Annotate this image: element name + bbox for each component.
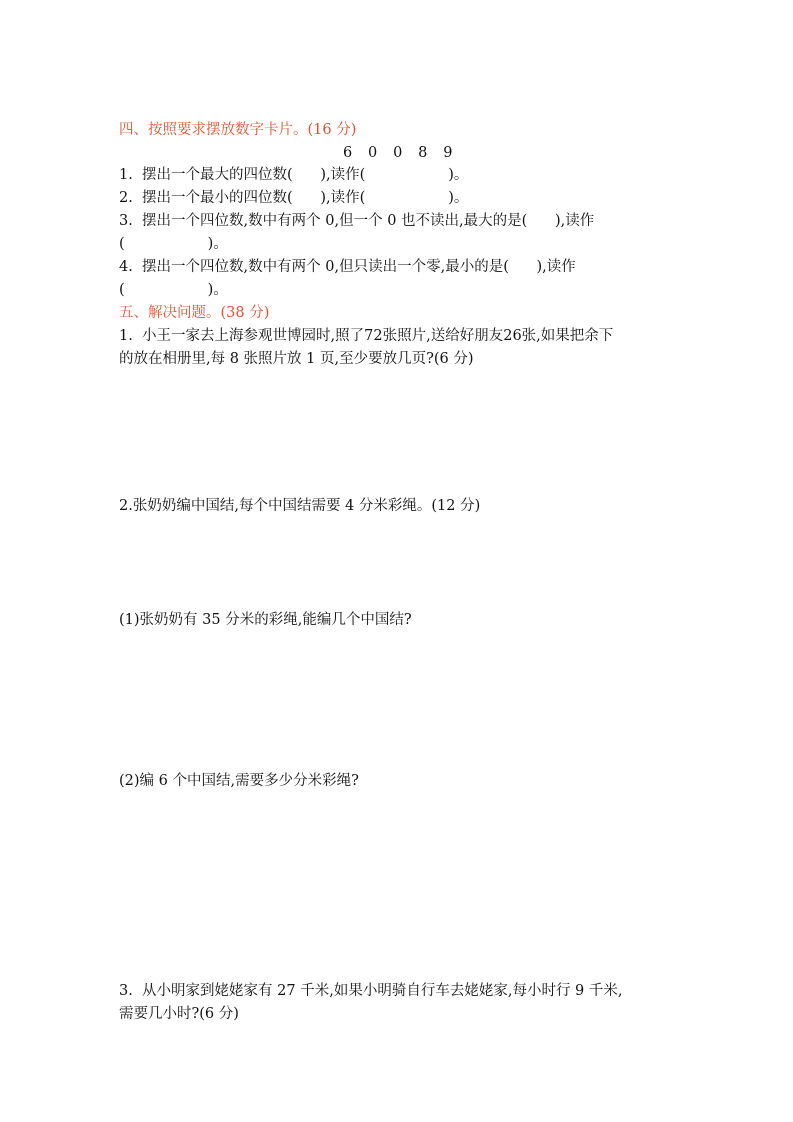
- problem-3-line2: 需要几小时?(6 分): [119, 1006, 239, 1022]
- problem-2-part-1: (1)张奶奶有 35 分米的彩绳,能编几个中国结?: [119, 612, 412, 628]
- question-4-4-line2: ( )。: [119, 282, 228, 298]
- question-4-4-line1: 4. 摆出一个四位数,数中有两个 0,但只读出一个零,最小的是( ),读作: [119, 259, 576, 275]
- section-five-heading: 五、解决问题。(38 分): [119, 305, 270, 321]
- problem-1-line2: 的放在相册里,每 8 张照片放 1 页,至少要放几页?(6 分): [119, 351, 474, 367]
- problem-3-line1: 3. 从小明家到姥姥家有 27 千米,如果小明骑自行车去姥姥家,每小时行 9 千米,: [119, 983, 623, 999]
- question-4-1: 1. 摆出一个最大的四位数( ),读作( )。: [119, 167, 469, 183]
- section-four-heading: 四、按照要求摆放数字卡片。(16 分): [119, 122, 357, 138]
- question-4-3-line1: 3. 摆出一个四位数,数中有两个 0,但一个 0 也不读出,最大的是( ),读作: [119, 213, 595, 229]
- digit-cards: 6 0 0 8 9: [343, 145, 453, 161]
- problem-1-line1: 1. 小王一家去上海参观世博园时,照了72张照片,送给好朋友26张,如果把余下: [119, 328, 614, 344]
- question-4-3-line2: ( )。: [119, 236, 228, 252]
- question-4-2: 2. 摆出一个最小的四位数( ),读作( )。: [119, 190, 469, 206]
- problem-2-part-2: (2)编 6 个中国结,需要多少分米彩绳?: [119, 773, 359, 789]
- problem-2: 2.张奶奶编中国结,每个中国结需要 4 分米彩绳。(12 分): [119, 498, 481, 514]
